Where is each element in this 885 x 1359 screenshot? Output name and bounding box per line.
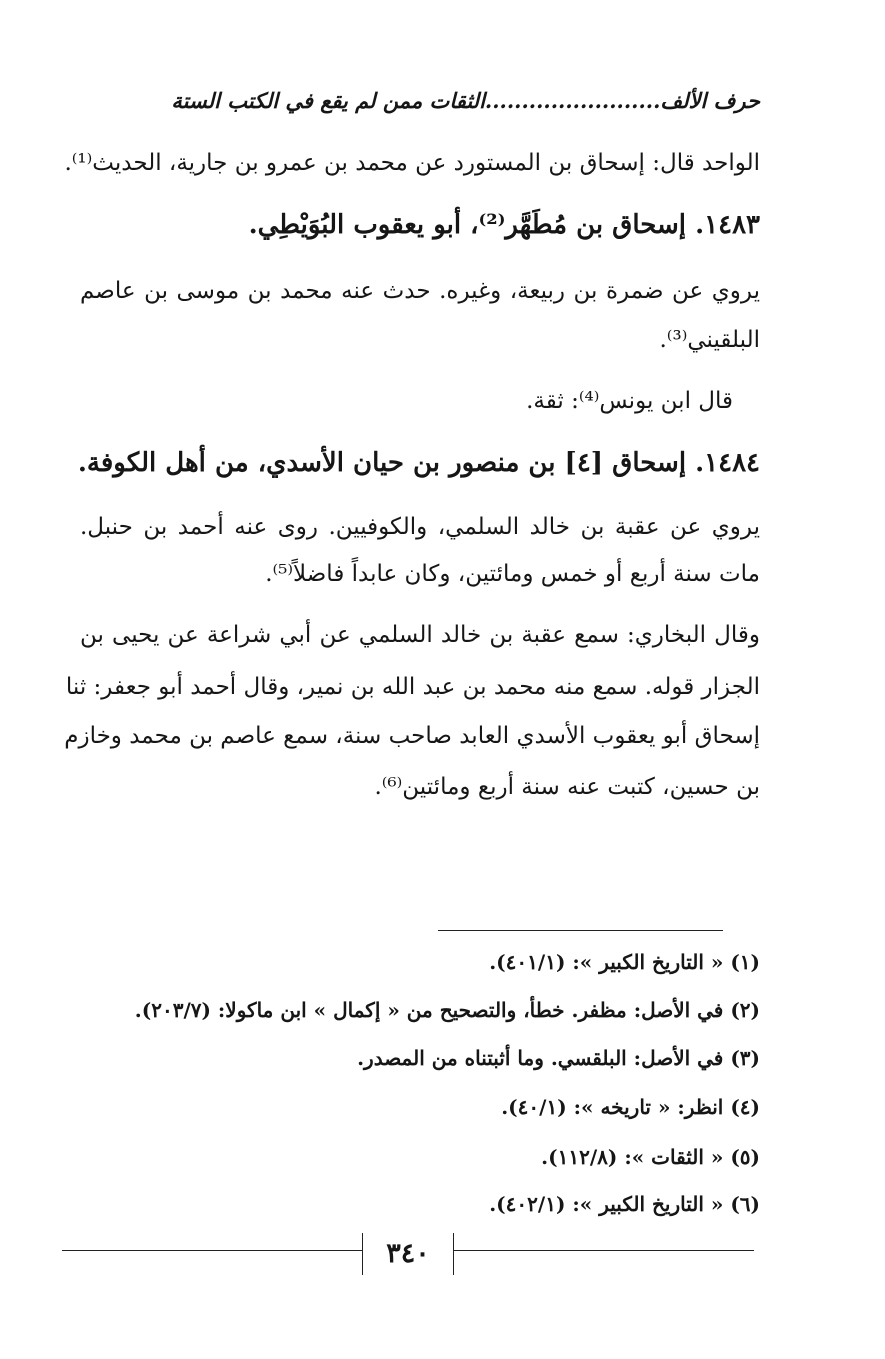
- entry-heading-1483: ١٤٨٣. إسحاق بن مُطَهَّر⁽²⁾، أبو يعقوب البُوَيْطِي.: [248, 210, 760, 240]
- footnote-3: (٣) في الأصل: البلقسي. وما أثبتناه من المصدر.: [357, 1046, 760, 1070]
- running-head-section: حرف الألف: [660, 88, 760, 113]
- entry-1484-text-line: يروي عن عقبة بن خالد السلمي، والكوفيين. روى عنه أحمد بن حنبل.: [80, 514, 760, 540]
- footnote-1: (١) « التاريخ الكبير »: (٤٠١/١).: [489, 950, 760, 974]
- footnote-5: (٥) « الثقات »: (١١٢/٨).: [541, 1145, 760, 1169]
- entry-1484-text-line: مات سنة أربع أو خمس ومائتين، وكان عابداً فاضلاً⁽⁵⁾.: [265, 561, 760, 587]
- entry-1484-text-line: بن حسين، كتبت عنه سنة أربع ومائتين⁽⁶⁾.: [374, 774, 760, 800]
- running-head-dots: ........................: [484, 88, 661, 113]
- page-number: ٣٤٠: [386, 1238, 430, 1269]
- entry-1484-text-line: الجزار قوله. سمع منه محمد بن عبد الله بن نمير، وقال أحمد أبو جعفر: ثنا: [65, 674, 760, 700]
- entry-1483-text-line: يروي عن ضمرة بن ربيعة، وغيره. حدث عنه محمد بن موسى بن عاصم: [80, 278, 760, 304]
- body-line-continuation: الواحد قال: إسحاق بن المستورد عن محمد بن عمرو بن جارية، الحديث⁽¹⁾.: [64, 150, 760, 176]
- footnote-separator: [438, 930, 723, 931]
- footnote-2: (٢) في الأصل: مظفر. خطأ، والتصحيح من « إكمال » ابن ماكولا: (٢٠٣/٧).: [134, 998, 760, 1022]
- entry-1484-text-line: إسحاق أبو يعقوب الأسدي العابد صاحب سنة، سمع عاصم بن محمد وخازم: [64, 723, 760, 749]
- entry-1483-text-line: قال ابن يونس⁽⁴⁾: ثقة.: [526, 388, 733, 414]
- footnote-6: (٦) « التاريخ الكبير »: (٤٠٢/١).: [489, 1192, 760, 1216]
- running-head: [80, 88, 760, 113]
- bottom-rule-left: [62, 1250, 362, 1251]
- bottom-rule-right: [454, 1250, 754, 1251]
- entry-1483-text-line: البلقيني⁽³⁾.: [659, 327, 760, 353]
- footnote-4: (٤) انظر: « تاريخه »: (٤٠/١).: [501, 1095, 760, 1119]
- entry-heading-1484: ١٤٨٤. إسحاق [٤] بن منصور بن حيان الأسدي، من أهل الكوفة.: [77, 448, 760, 478]
- running-head-book-title: الثقات ممن لم يقع في الكتب الستة: [171, 88, 485, 113]
- entry-1484-text-line: وقال البخاري: سمع عقبة بن خالد السلمي عن أبي شراعة عن يحيى بن: [80, 622, 760, 648]
